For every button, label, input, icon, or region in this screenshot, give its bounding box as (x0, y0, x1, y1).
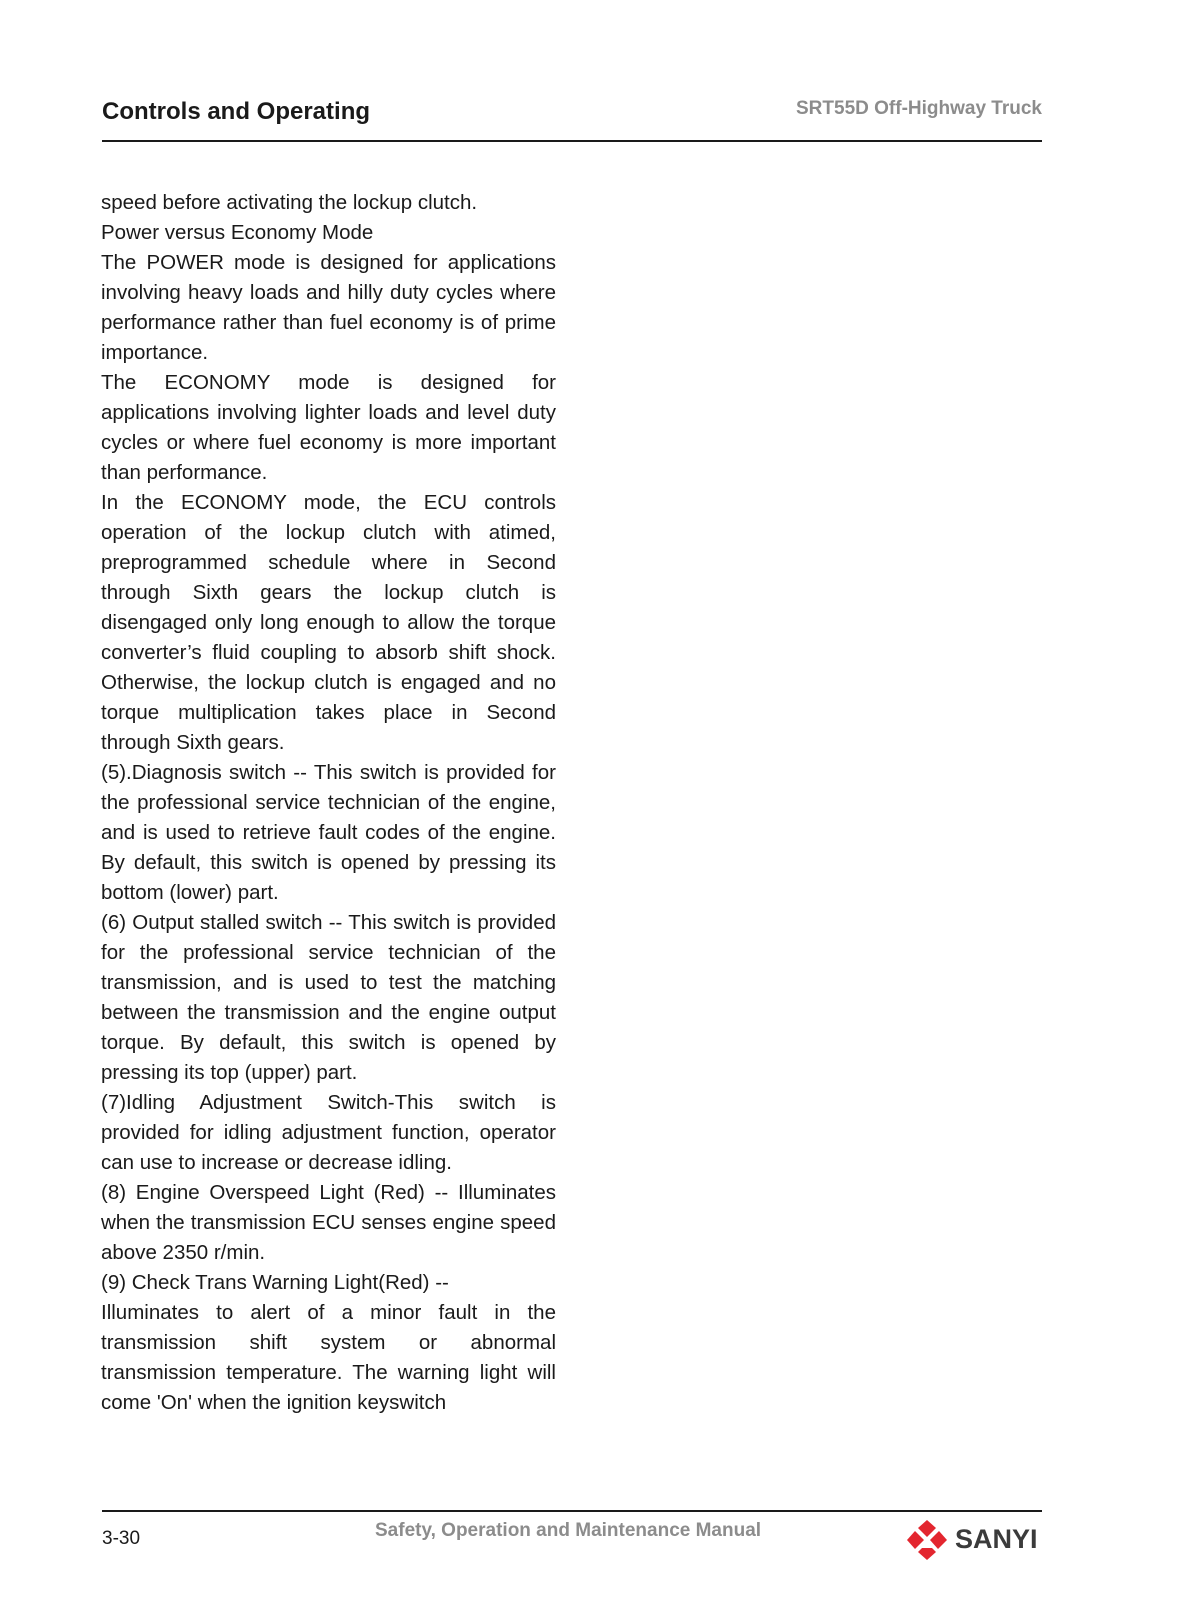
paragraph: (7)Idling Adjustment Switch-This switch is provided for idling adjustment function, operator can use to increase or decrease idling. (101, 1091, 556, 1174)
manual-title: Safety, Operation and Maintenance Manual (375, 1520, 762, 1541)
paragraph: (8) Engine Overspeed Light (Red) -- Illuminates when the transmission ECU senses engine speed above 2350 r/min. (101, 1181, 556, 1264)
logo-text: SANYI (955, 1524, 1038, 1554)
subheading: Power versus Economy Mode (101, 221, 374, 244)
document-title: SRT55D Off-Highway Truck (796, 98, 1042, 119)
page-header (102, 96, 1042, 144)
sanyi-logo (905, 1516, 1045, 1564)
paragraph: (9) Check Trans Warning Light(Red) -- (101, 1271, 449, 1294)
paragraph: (6) Output stalled switch -- This switch is provided for the professional service technician of the transmission, and is used to test the matching between the transmission and the engine output torque. By default, this switch is opened by pressing its top (upper) part. (101, 911, 556, 1084)
paragraph: The ECONOMY mode is designed for applications involving lighter loads and level duty cycles or where fuel economy is more important than performance. (101, 371, 556, 484)
footer-divider (102, 1510, 1042, 1512)
paragraph: speed before activating the lockup clutch. (101, 191, 478, 214)
sanyi-logo-icon (905, 1518, 949, 1562)
body-text-column (101, 188, 556, 1418)
paragraph: Illuminates to alert of a minor fault in the transmission shift system or abnormal transmission temperature. The warning light will come 'On' when the ignition keyswitch (101, 1301, 556, 1414)
paragraph: In the ECONOMY mode, the ECU controls operation of the lockup clutch with atimed, preprogrammed schedule where in Second through Sixth gears the lockup clutch is disengaged only long enough to allow the torque converter’s fluid coupling to absorb shift shock. Otherwise, the lockup clutch is engaged and no torque multiplication takes place in Second through Sixth gears. (101, 491, 556, 754)
paragraph: The POWER mode is designed for applications involving heavy loads and hilly duty cycles where performance rather than fuel economy is of prime importance. (101, 251, 556, 364)
paragraph: (5).Diagnosis switch -- This switch is provided for the professional service technician of the engine, and is used to retrieve fault codes of the engine. By default, this switch is opened by pressing its bottom (lower) part. (101, 761, 556, 904)
page-number: 3-30 (102, 1528, 141, 1549)
header-divider (102, 140, 1042, 142)
section-title: Controls and Operating (102, 98, 371, 125)
